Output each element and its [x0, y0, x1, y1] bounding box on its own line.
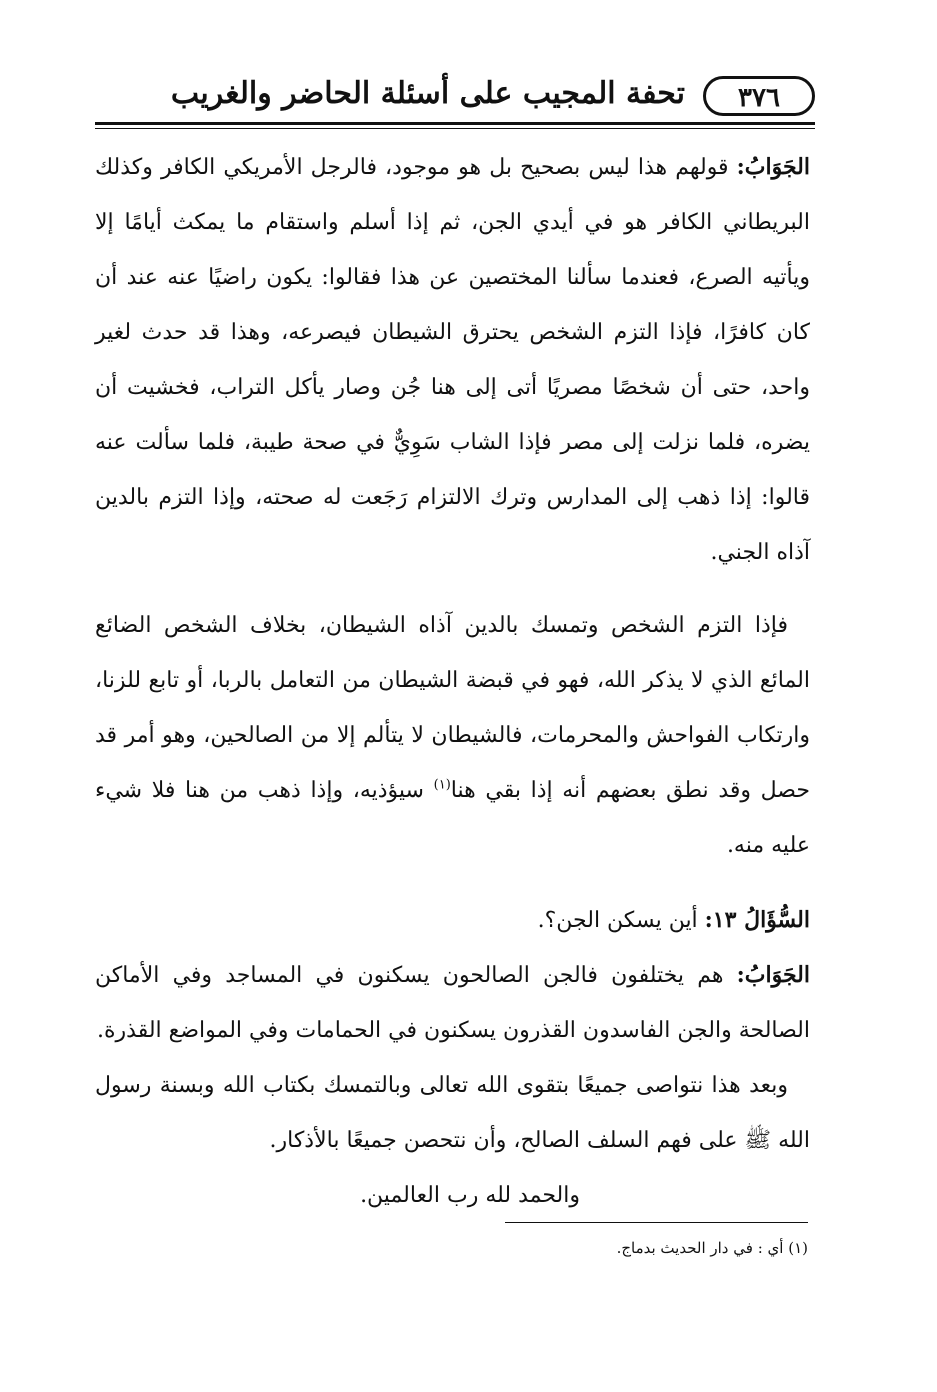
closing-praise: والحمد لله رب العالمين.	[360, 1183, 580, 1208]
paragraph-2-text-after: سيؤذيه، وإذا ذهب من هنا فلا شيء عليه منه.	[95, 778, 810, 858]
answer-paragraph-2	[95, 948, 810, 1058]
answer-text: قولهم هذا ليس بصحيح بل هو موجود، فالرجل الأمريكي الكافر وكذلك البريطاني الكافر هو في أيدي الجن، ثم إذا أسلم واستقام ما يمكث أيامًا إلا ويأتيه الصرع، فعندما سألنا المختصين عن هذا فقالوا: يكون راضيًا عنه عند أن كان كافرًا، فإذا التزم الشخص يحترق الشيطان فيصرعه، وهذا قد حدث لغير واحد، حتى أن شخصًا مصريًا أتى إلى هنا جُن وصار يأكل التراب، فخشيت أن يضره، فلما نزلت إلى مصر فإذا الشاب سَوِيٌّ في صحة طيبة، فلما سألت عنه قالوا: إذا ذهب إلى المدارس وترك الالتزام رَجَعت له صحته، وإذا التزم بالدين آذاه الجني.	[95, 155, 810, 565]
footnote	[400, 1236, 808, 1260]
footnote-text: أي : في دار الحديث بدماج.	[616, 1239, 784, 1257]
footnote-marker: (١)	[788, 1239, 808, 1257]
header-rule-thin	[95, 128, 815, 129]
answer-paragraph-1	[95, 140, 810, 580]
closing-paragraph: وبعد هذا نتواصى جميعًا بتقوى الله تعالى وبالتمسك بكتاب الله وبسنة رسول الله ﷺ على فهم السلف الصالح، وأن نتحصن جميعًا بالأذكار.	[95, 1073, 810, 1153]
question-label: السُّؤَالُ ١٣:	[704, 907, 810, 933]
paragraph-2	[95, 598, 810, 873]
question-13	[95, 893, 810, 948]
paragraph-2-text-before: فإذا التزم الشخص وتمسك بالدين آذاه الشيطان، بخلاف الشخص الضائع المائع الذي لا يذكر الله، فهو في قبضة الشيطان من التعامل بالربا، أو تابع للزنا، وارتكاب الفواحش والمحرمات، فالشيطان لا يتألم إلا من الصالحين، وهو أمر قد حصل وقد نطق بعضهم أنه إذا بقي هنا	[95, 613, 810, 803]
page-header	[95, 70, 815, 122]
book-title: تحفة المجيب على أسئلة الحاضر والغريب	[170, 76, 685, 111]
page-content	[95, 140, 810, 1223]
footnote-rule	[505, 1222, 808, 1223]
answer-label: الجَوَابُ:	[736, 154, 810, 180]
question-text: أين يسكن الجن؟.	[537, 908, 705, 933]
page-number: ٣٧٦	[703, 76, 815, 116]
footnote-reference: (١)	[433, 777, 451, 793]
answer-label: الجَوَابُ:	[736, 962, 810, 988]
header-rule-thick	[95, 122, 815, 125]
answer-text: هم يختلفون فالجن الصالحون يسكنون في المساجد وفي الأماكن الصالحة والجن الفاسدون القذرون يسكنون في الحمامات وفي المواضع القذرة.	[95, 963, 810, 1043]
